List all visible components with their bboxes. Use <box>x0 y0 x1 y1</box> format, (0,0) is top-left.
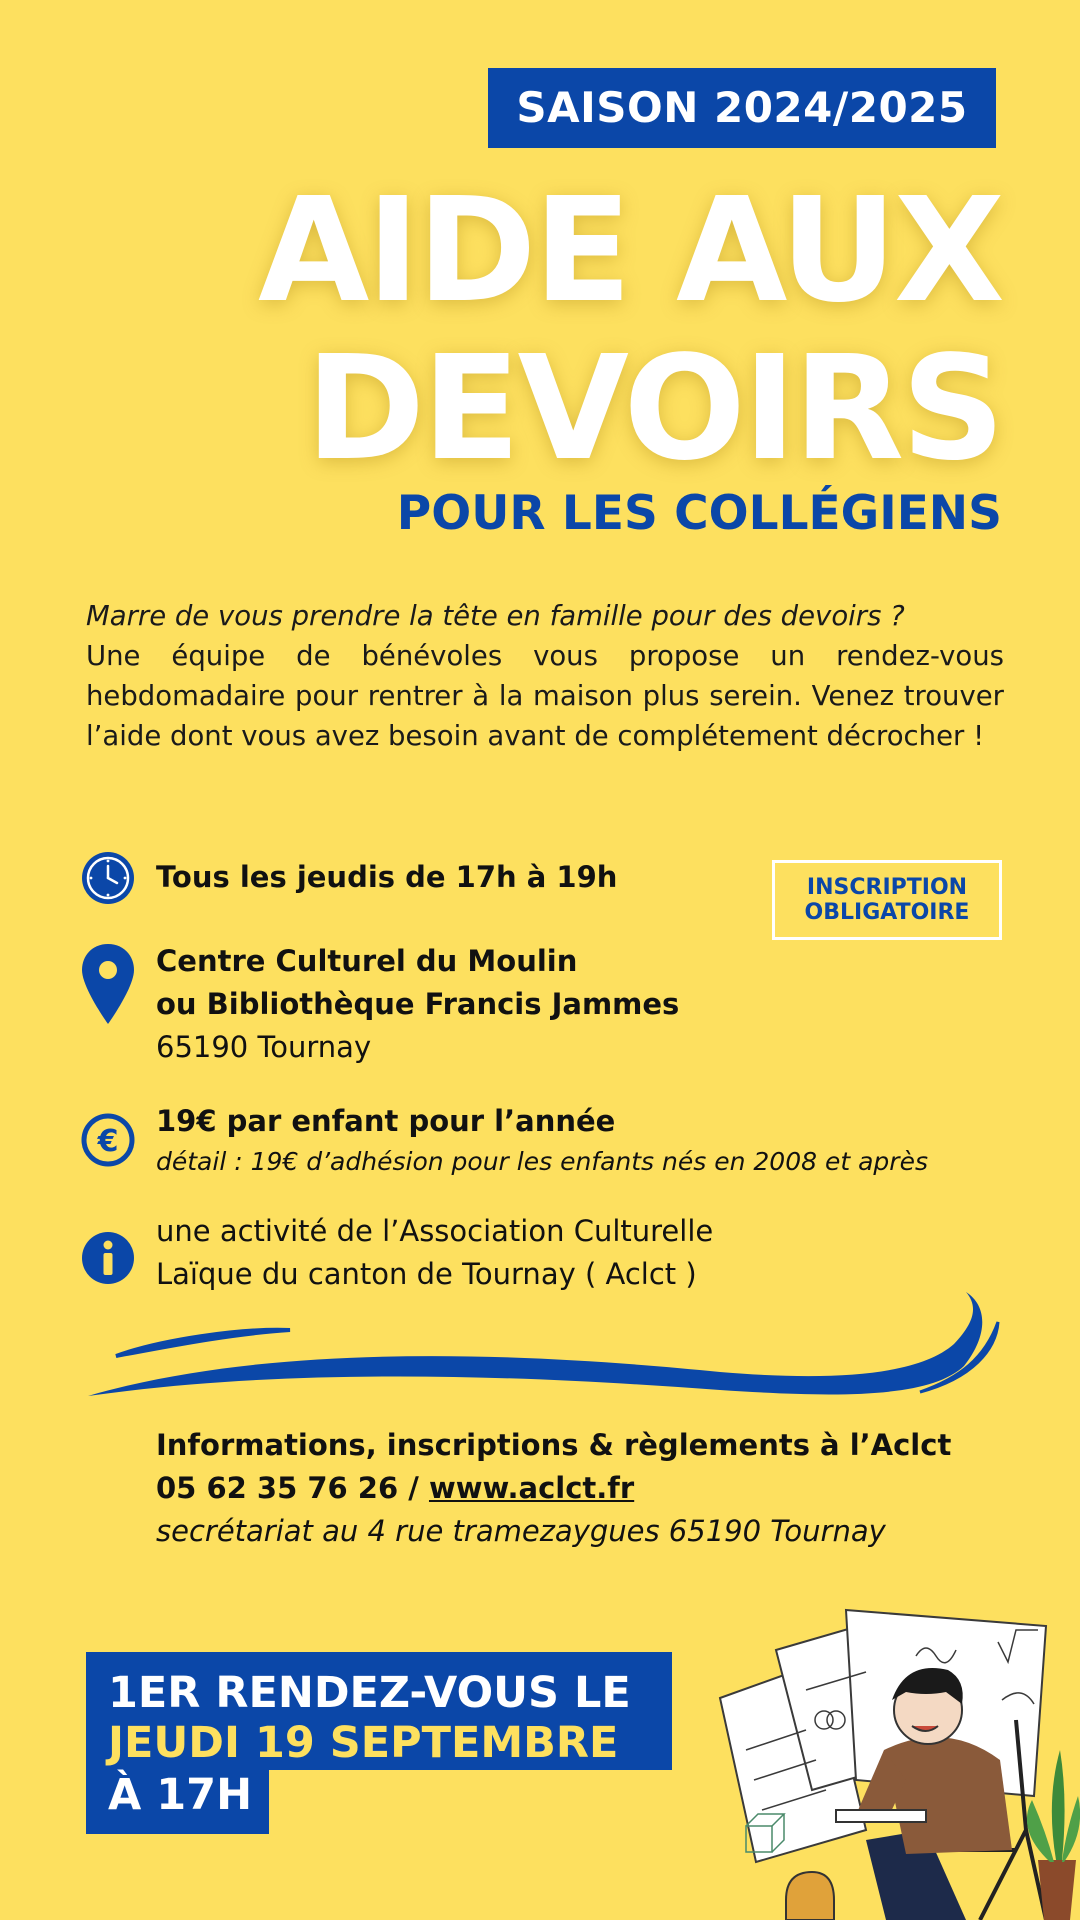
registration-required-badge <box>772 860 1002 940</box>
euro-icon <box>80 1112 136 1168</box>
clock-icon <box>80 850 136 906</box>
first-meeting-line-1: 1ER RENDEZ-VOUS LE <box>86 1652 672 1718</box>
association-line-2: Laïque du canton de Tournay ( Aclct ) <box>156 1257 697 1291</box>
schedule-text: Tous les jeudis de 17h à 19h <box>156 860 618 894</box>
contact-block <box>156 1424 1036 1553</box>
decorative-swoosh <box>80 1270 1010 1410</box>
association-line-1: une activité de l’Association Culturelle <box>156 1214 714 1248</box>
price-text <box>156 1100 1036 1181</box>
intro-question: Marre de vous prendre la tête en famille pour des devoirs ? <box>86 600 905 632</box>
contact-phone-line <box>156 1467 1036 1510</box>
intro-body: Une équipe de bénévoles vous propose un rendez-vous hebdomadaire pour rentrer à la maison plus serein. Venez trouver l’aide dont vous avez besoin avant de complétement décrocher ! <box>86 640 1004 752</box>
contact-separator: / <box>398 1471 429 1505</box>
contact-address: secrétariat au 4 rue tramezaygues 65190 Tournay <box>156 1514 886 1548</box>
school-bag <box>786 1872 834 1920</box>
location-pin-icon <box>80 942 136 1026</box>
student-homework-illustration <box>716 1600 1080 1920</box>
contact-heading: Informations, inscriptions & règlements à l’Aclct <box>156 1428 952 1462</box>
main-title-line-2: DEVOIRS <box>305 324 1002 492</box>
intro-paragraph <box>86 596 1004 756</box>
first-meeting-line-2: JEUDI 19 SEPTEMBRE <box>86 1718 672 1770</box>
first-meeting-banner <box>86 1652 672 1834</box>
website-link[interactable]: www.aclct.fr <box>428 1471 635 1505</box>
price-main: 19€ par enfant pour l’année <box>156 1104 616 1138</box>
contact-phone: 05 62 35 76 26 <box>156 1471 399 1505</box>
price-detail: détail : 19€ d’adhésion pour les enfants nés en 2008 et après <box>156 1147 928 1176</box>
location-city: 65190 Tournay <box>156 1030 372 1064</box>
location-line-2: ou Bibliothèque Francis Jammes <box>156 987 680 1021</box>
location-text <box>156 940 1036 1069</box>
subtitle: POUR LES COLLÉGIENS <box>396 486 1002 541</box>
registration-badge-line-1: INSCRIPTION <box>806 875 968 900</box>
main-title-line-1: AIDE AUX <box>257 166 1002 334</box>
registration-badge-line-2: OBLIGATOIRE <box>804 900 970 925</box>
first-meeting-line-3: À 17H <box>86 1770 269 1834</box>
location-line-1: Centre Culturel du Moulin <box>156 944 578 978</box>
svg-text:€: € <box>97 1124 119 1159</box>
season-badge: SAISON 2024/2025 <box>488 68 996 148</box>
